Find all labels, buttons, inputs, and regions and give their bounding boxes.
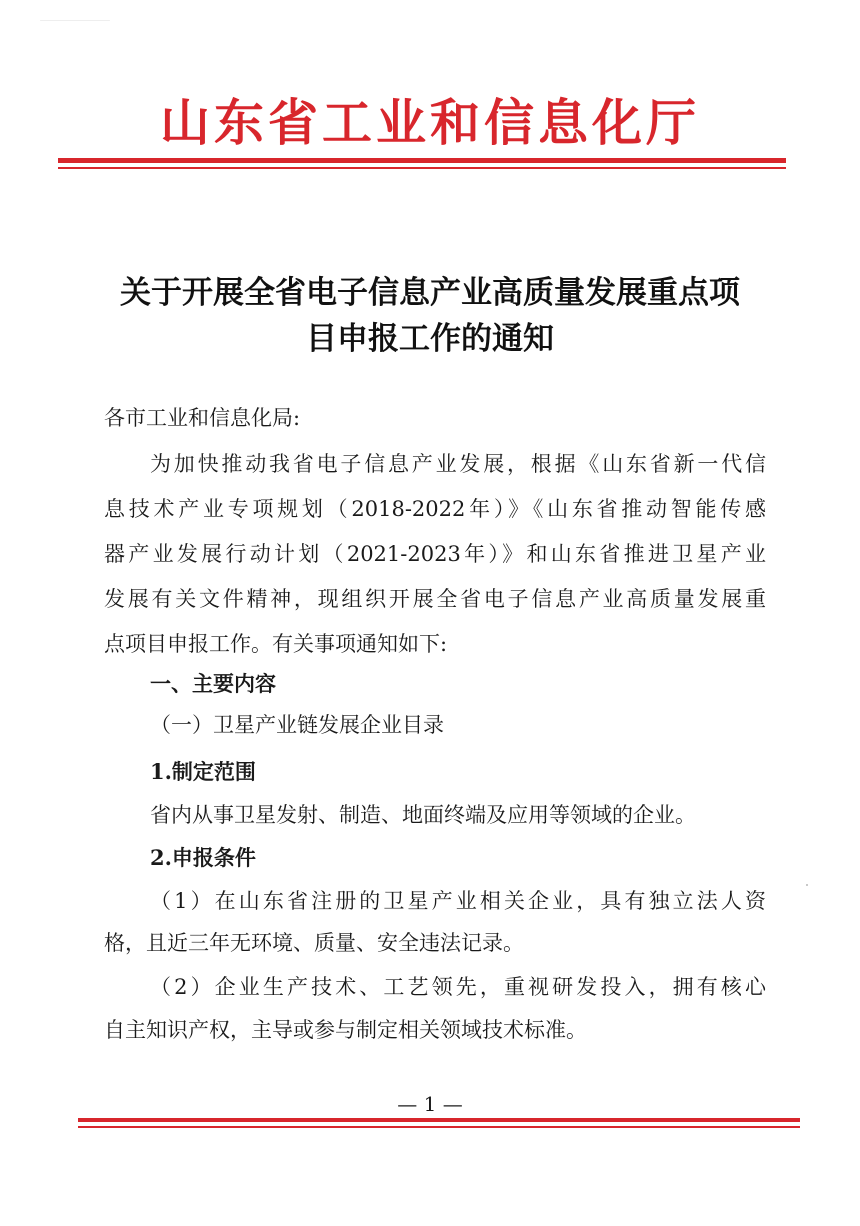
letterhead-rule-thin bbox=[58, 167, 786, 169]
intro-line-1: 为加快推动我省电子信息产业发展，根据《山东省新一代信 bbox=[150, 452, 766, 476]
intro-line-2: 息技术产业专项规划（2018-2022年）》《山东省推动智能传感 bbox=[104, 497, 766, 521]
condition-1-line-1: （1）在山东省注册的卫星产业相关企业，具有独立法人资 bbox=[150, 889, 766, 913]
item-1-text: 省内从事卫星发射、制造、地面终端及应用等领域的企业。 bbox=[150, 803, 696, 827]
condition-2-line-2: 自主知识产权，主导或参与制定相关领域技术标准。 bbox=[104, 1018, 587, 1042]
intro-line-5: 点项目申报工作。有关事项通知如下: bbox=[104, 632, 448, 656]
salutation: 各市工业和信息化局: bbox=[104, 406, 301, 430]
letterhead-org-name: 山东省工业和信息化厅 bbox=[160, 93, 700, 152]
intro-line-3: 器产业发展行动计划（2021-2023年）》和山东省推进卫星产业 bbox=[104, 542, 766, 566]
footer-rule-thin bbox=[78, 1126, 800, 1128]
intro-line-4: 发展有关文件精神，现组织开展全省电子信息产业高质量发展重 bbox=[104, 587, 766, 611]
letterhead-rule-thick bbox=[58, 158, 786, 163]
footer-rule-thick bbox=[78, 1118, 800, 1122]
page-number: — 1 — bbox=[397, 1092, 463, 1116]
item-2-heading: 2.申报条件 bbox=[150, 845, 256, 870]
document-title-line-1: 关于开展全省电子信息产业高质量发展重点项 bbox=[120, 275, 740, 311]
document-title-line-2: 目申报工作的通知 bbox=[306, 321, 554, 357]
item-1-heading: 1.制定范围 bbox=[150, 759, 256, 784]
scan-speck bbox=[40, 20, 110, 21]
condition-2-line-1: （2）企业生产技术、工艺领先，重视研发投入，拥有核心 bbox=[150, 975, 766, 999]
section-heading: 一、主要内容 bbox=[150, 671, 276, 696]
condition-1-line-2: 格，且近三年无环境、质量、安全违法记录。 bbox=[104, 931, 524, 955]
subsection-heading: （一）卫星产业链发展企业目录 bbox=[150, 713, 444, 737]
scan-speck bbox=[806, 884, 808, 886]
